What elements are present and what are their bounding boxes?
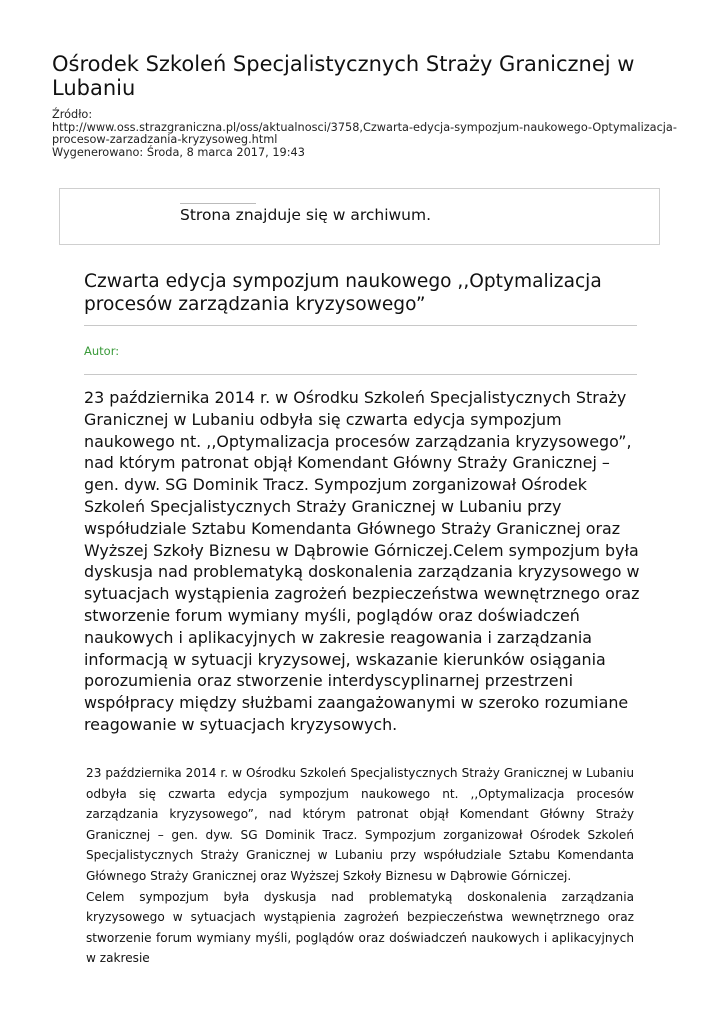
- body-paragraph: Celem sympozjum była dyskusja nad problematyką doskonalenia zarządzania kryzysowego w sytuacjach wystąpienia zagrożeń bezpieczeństwa wewnętrznego oraz stworzenie forum wymiany myśli, poglądów oraz doświadczeń naukowych i aplikacyjnych w zakresie: [86, 889, 634, 966]
- article-title: Czwarta edycja sympozjum naukowego ,,Optymalizacja procesów zarządzania kryzysowego”: [84, 271, 602, 315]
- author-label: Autor:: [84, 344, 120, 358]
- document-meta: [52, 109, 677, 159]
- article-lead: 23 października 2014 r. w Ośrodku Szkoleń Specjalistycznych Straży Granicznej w Lubaniu odbyła się czwarta edycja sympozjum naukowego nt. ,,Optymalizacja procesów zarządzania kryzysowego”, nad którym patronat objął Komendant Główny Straży Granicznej – gen. dyw. SG Dominik Tracz. Sympozjum zorganizował Ośrodek Szkoleń Specjalistycznych Straży Granicznej w Lubaniu przy współudziale Sztabu Komendanta Głównego Straży Granicznej oraz Wyższej Szkoły Biznesu w Dąbrowie Górniczej.Celem sympozjum była dyskusja nad problematyką doskonalenia zarządzania kryzysowego w sytuacjach wystąpienia zagrożeń bezpieczeństwa wewnętrznego oraz stworzenie forum wymiany myśli, poglądów oraz doświadczeń naukowych i aplikacyjnych w zakresie reagowania i zarządzania informacją w sytuacji kryzysowej, wskazanie kierunków osiągania porozumienia oraz stworzenie interdyscyplinarnej przestrzeni współpracy między służbami zaangażowanymi w szeroko rozumiane reagowanie w sytuacjach kryzysowych.: [84, 388, 640, 734]
- source-url[interactable]: http://www.oss.strazgraniczna.pl/oss/aktualnosci/3758,Czwarta-edycja-sympozjum-naukowego-Optymalizacja-procesow-zarzadzania-kryzysoweg.html: [52, 120, 677, 147]
- article-body: [86, 763, 634, 969]
- archive-notice-text: Strona znajduje się w archiwum.: [180, 206, 432, 224]
- archive-notice: [59, 188, 660, 245]
- site-title: Ośrodek Szkoleń Specjalistycznych Straży Granicznej w Lubaniu: [52, 52, 635, 100]
- author-divider: [84, 374, 637, 375]
- archive-notice-divider: [180, 203, 256, 204]
- generated-date: Wygenerowano: Środa, 8 marca 2017, 19:43: [52, 145, 305, 159]
- body-paragraph: 23 października 2014 r. w Ośrodku Szkoleń Specjalistycznych Straży Granicznej w Lubaniu odbyła się czwarta edycja sympozjum naukowego nt. ,,Optymalizacja procesów zarządzania kryzysowego”, nad którym patronat objął Komendant Główny Straży Granicznej – gen. dyw. SG Dominik Tracz. Sympozjum zorganizował Ośrodek Szkoleń Specjalistycznych Straży Granicznej w Lubaniu przy współudziale Sztabu Komendanta Głównego Straży Granicznej oraz Wyższej Szkoły Biznesu w Dąbrowie Górniczej.: [86, 766, 634, 883]
- source-label: Źródło:: [52, 108, 93, 121]
- title-divider: [84, 325, 637, 326]
